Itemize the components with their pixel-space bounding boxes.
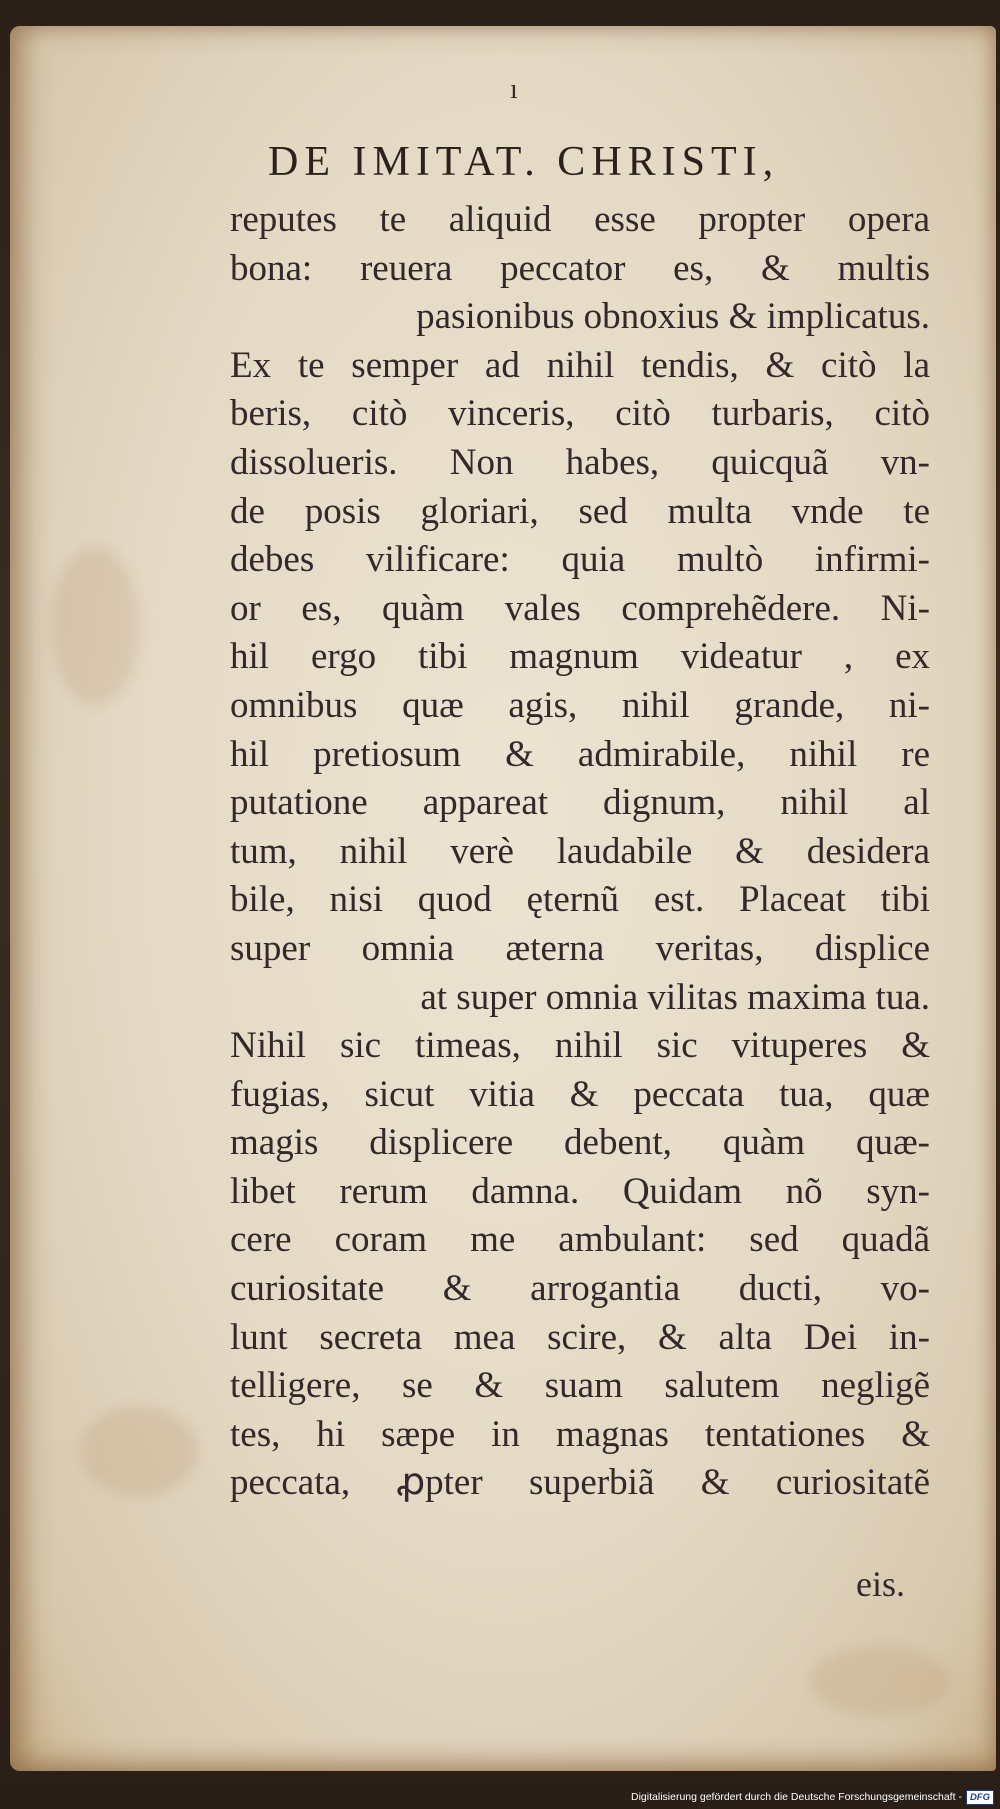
paper-stain [50, 546, 140, 706]
text-line: or es, quàm vales comprehẽdere. Ni- [230, 587, 930, 629]
credit-text: Digitalisierung gefördert durch die Deutsche Forschungsgemeinschaft - [631, 1791, 962, 1803]
text-line: lunt secreta mea scire, & alta Dei in- [230, 1316, 930, 1358]
text-line: peccata, ꝓpter superbiã & curiositatẽ [230, 1462, 930, 1504]
page-mark: ı [510, 74, 518, 105]
text-line: super omnia æterna veritas, displice [230, 927, 930, 969]
text-line: putatione appareat dignum, nihil al [230, 782, 930, 824]
running-head: DE IMITAT. CHRISTI, [268, 139, 780, 185]
text-line: dissolueris. Non habes, quicquã vn- [230, 441, 930, 483]
text-line: hil pretiosum & admirabile, nihil re [230, 733, 930, 775]
text-line: magis displicere debent, quàm quæ- [230, 1122, 930, 1164]
text-line: de posis gloriari, sed multa vnde te [230, 490, 930, 532]
text-line: Ex te semper ad nihil tendis, & citò la [230, 344, 930, 386]
digitization-credit [631, 1788, 994, 1806]
text-line: curiositate & arrogantia ducti, vo- [230, 1268, 930, 1310]
text-line: bona: reuera peccator es, & multis [230, 247, 930, 289]
text-line: tum, nihil verè laudabile & desidera [230, 830, 930, 872]
text-line: tes, hi sæpe in magnas tentationes & [230, 1413, 930, 1455]
text-line: debes vilificare: quia multò infirmi- [230, 539, 930, 581]
text-line: reputes te aliquid esse propter opera [230, 199, 930, 240]
catchword: eis. [856, 1564, 905, 1604]
paper-stain [80, 1406, 200, 1496]
paper-stain [810, 1646, 950, 1716]
text-line: bile, nisi quod ęternũ est. Placeat tibi [230, 879, 930, 921]
text-line: at super omnia vilitas maxima tua. [420, 976, 930, 1018]
dfg-logo: DFG [966, 1790, 994, 1805]
body-text [230, 196, 930, 1508]
text-line: Nihil sic timeas, nihil sic vituperes & [230, 1025, 930, 1067]
book-page [10, 26, 996, 1771]
text-line: hil ergo tibi magnum videatur , ex [230, 636, 930, 678]
text-line: omnibus quæ agis, nihil grande, ni- [230, 684, 930, 726]
text-line: fugias, sicut vitia & peccata tua, quæ [230, 1073, 930, 1115]
text-line: libet rerum damna. Quidam nõ syn- [230, 1170, 930, 1212]
text-line: cere coram me ambulant: sed quadã [230, 1219, 930, 1261]
text-line: telligere, se & suam salutem negligẽ [230, 1365, 930, 1407]
text-line: pasionibus obnoxius & implicatus. [416, 296, 930, 338]
text-line: beris, citò vinceris, citò turbaris, citò [230, 393, 930, 435]
